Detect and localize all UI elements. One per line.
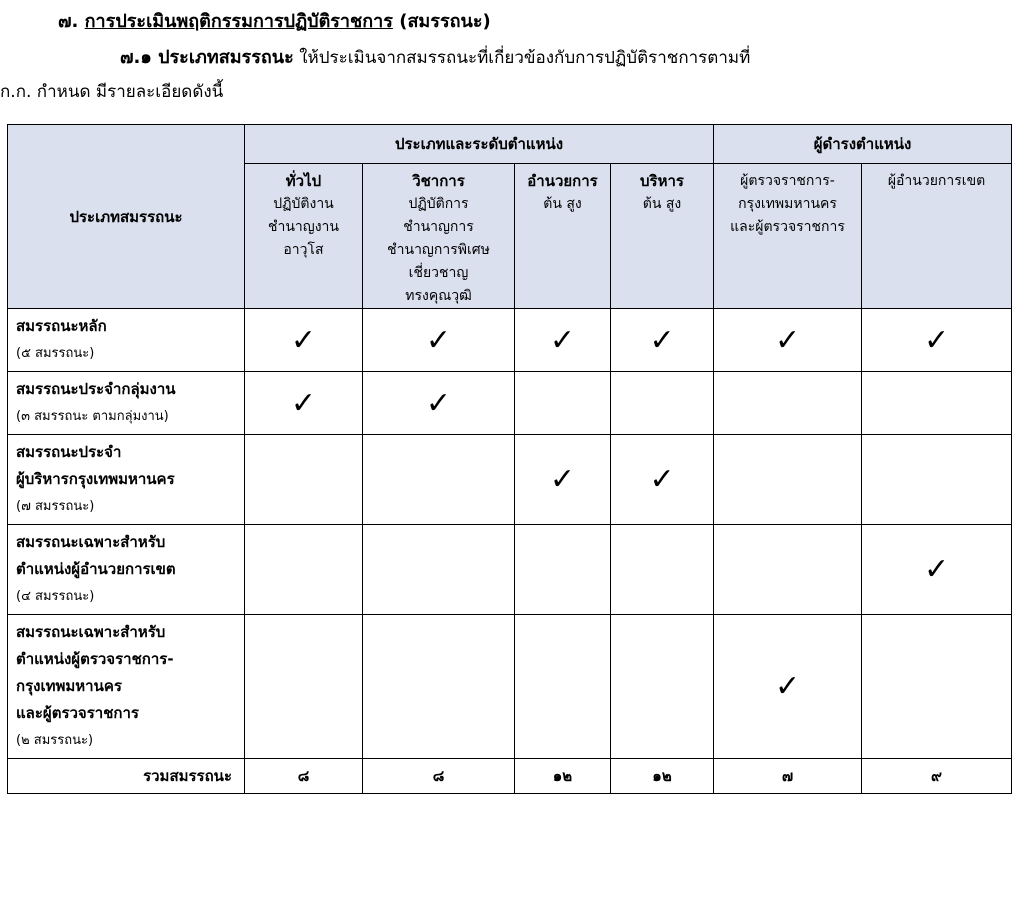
column-header-5 xyxy=(714,164,862,309)
cell-r4-c3 xyxy=(515,525,611,615)
check-icon: ✓ xyxy=(923,552,950,587)
column-header-6 xyxy=(862,164,1012,309)
row-count: (๒ สมรรถนะ) xyxy=(16,733,94,748)
column-title: บริหาร xyxy=(640,172,684,190)
cell-r2-c1 xyxy=(245,372,363,435)
row-count: (๗ สมรรถนะ) xyxy=(16,499,95,514)
row-label-3 xyxy=(8,435,245,525)
table-row xyxy=(8,525,1012,615)
cell-r5-c2 xyxy=(363,615,515,759)
row-title: และผู้ตรวจราชการ xyxy=(16,704,139,722)
row-title: สมรรถนะประจำ xyxy=(16,443,122,461)
cell-r1-c6 xyxy=(862,309,1012,372)
column-level: ปฏิบัติงาน xyxy=(273,196,334,212)
group-header-position-holders: ผู้ดำรงตำแหน่ง xyxy=(714,125,1012,164)
row-count: (๓ สมรรถนะ ตามกลุ่มงาน) xyxy=(16,409,169,424)
section-title: การประเมินพฤติกรรมการปฏิบัติราชการ xyxy=(84,11,393,32)
cell-r3-c1 xyxy=(245,435,363,525)
cell-r5-c3 xyxy=(515,615,611,759)
column-title: วิชาการ xyxy=(412,172,465,190)
cell-r1-c2 xyxy=(363,309,515,372)
row-title: สมรรถนะเฉพาะสำหรับ xyxy=(16,533,166,551)
table-body xyxy=(8,309,1012,794)
category-header: ประเภทสมรรถนะ xyxy=(8,125,245,309)
check-icon: ✓ xyxy=(425,322,452,358)
column-header-2 xyxy=(363,164,515,309)
total-label: รวมสมรรถนะ xyxy=(8,759,245,794)
row-label-4 xyxy=(8,525,245,615)
column-level: ต้น สูง xyxy=(543,196,582,212)
total-value-1: ๘ xyxy=(245,759,363,794)
check-icon: ✓ xyxy=(290,385,317,421)
column-level: และผู้ตรวจราชการ xyxy=(730,219,845,235)
column-title: ทั่วไป xyxy=(285,172,322,190)
row-label-1 xyxy=(8,309,245,372)
cell-r1-c3 xyxy=(515,309,611,372)
column-header-1 xyxy=(245,164,363,309)
row-title: ผู้บริหารกรุงเทพมหานคร xyxy=(16,470,175,488)
cell-r2-c2 xyxy=(363,372,515,435)
table-row xyxy=(8,615,1012,759)
cell-r4-c1 xyxy=(245,525,363,615)
check-icon: ✓ xyxy=(774,322,801,358)
row-count: (๕ สมรรถนะ) xyxy=(16,346,95,361)
column-level: ผู้อำนวยการเขต xyxy=(887,173,986,189)
paragraph-line-1 xyxy=(120,42,750,71)
column-level: ต้น สูง xyxy=(642,196,682,212)
check-icon: ✓ xyxy=(425,385,452,421)
total-value-5: ๗ xyxy=(714,759,862,794)
column-level: ชำนาญการพิเศษ xyxy=(387,242,490,258)
column-level: ชำนาญการ xyxy=(403,219,474,235)
check-icon: ✓ xyxy=(549,462,576,497)
subsection-number: ๗.๑ ประเภทสมรรถนะ xyxy=(120,47,294,68)
table-row xyxy=(8,372,1012,435)
column-level: ปฏิบัติการ xyxy=(408,196,469,212)
cell-r4-c2 xyxy=(363,525,515,615)
row-title: สมรรถนะประจำกลุ่มงาน xyxy=(16,380,176,398)
row-title: สมรรถนะหลัก xyxy=(16,317,107,335)
cell-r5-c6 xyxy=(862,615,1012,759)
cell-r1-c4 xyxy=(611,309,714,372)
cell-r2-c6 xyxy=(862,372,1012,435)
check-icon: ✓ xyxy=(649,322,675,358)
column-level: อาวุโส xyxy=(283,242,324,258)
competency-table xyxy=(7,124,1012,794)
check-icon: ✓ xyxy=(774,669,801,704)
check-icon: ✓ xyxy=(649,462,675,497)
cell-r3-c5 xyxy=(714,435,862,525)
cell-r2-c4 xyxy=(611,372,714,435)
row-label-2 xyxy=(8,372,245,435)
column-level: ชำนาญงาน xyxy=(268,219,339,235)
table-row xyxy=(8,309,1012,372)
cell-r5-c5 xyxy=(714,615,862,759)
total-value-2: ๘ xyxy=(363,759,515,794)
row-label-5 xyxy=(8,615,245,759)
total-value-6: ๙ xyxy=(862,759,1012,794)
cell-r5-c4 xyxy=(611,615,714,759)
total-value-3: ๑๒ xyxy=(515,759,611,794)
paragraph-text-1: ให้ประเมินจากสมรรถนะที่เกี่ยวข้องกับการปฏิบัติราชการตามที่ xyxy=(299,48,751,68)
cell-r4-c6 xyxy=(862,525,1012,615)
section-suffix: (สมรรถนะ) xyxy=(399,11,491,32)
column-header-4 xyxy=(611,164,714,309)
cell-r2-c5 xyxy=(714,372,862,435)
group-header-position-levels: ประเภทและระดับตำแหน่ง xyxy=(245,125,714,164)
paragraph-line-2: ก.ก. กำหนด มีรายละเอียดดังนี้ xyxy=(0,82,224,102)
cell-r3-c3 xyxy=(515,435,611,525)
total-value-4: ๑๒ xyxy=(611,759,714,794)
column-level: ทรงคุณวุฒิ xyxy=(405,288,472,304)
cell-r1-c1 xyxy=(245,309,363,372)
row-title: สมรรถนะเฉพาะสำหรับ xyxy=(16,623,166,641)
cell-r3-c2 xyxy=(363,435,515,525)
column-level: กรุงเทพมหานคร xyxy=(738,196,837,212)
check-icon: ✓ xyxy=(290,322,317,358)
cell-r1-c5 xyxy=(714,309,862,372)
check-icon: ✓ xyxy=(923,322,950,358)
cell-r3-c6 xyxy=(862,435,1012,525)
column-level: เชี่ยวชาญ xyxy=(408,265,469,281)
column-header-3 xyxy=(515,164,611,309)
row-title: กรุงเทพมหานคร xyxy=(16,677,122,695)
cell-r4-c4 xyxy=(611,525,714,615)
cell-r5-c1 xyxy=(245,615,363,759)
cell-r2-c3 xyxy=(515,372,611,435)
cell-r3-c4 xyxy=(611,435,714,525)
column-title: อำนวยการ xyxy=(527,172,598,190)
row-title: ตำแหน่งผู้อำนวยการเขต xyxy=(16,560,176,578)
table-row xyxy=(8,435,1012,525)
section-number: ๗. xyxy=(58,11,79,32)
total-row xyxy=(8,759,1012,794)
row-title: ตำแหน่งผู้ตรวจราชการ- xyxy=(16,650,174,668)
row-count: (๔ สมรรถนะ) xyxy=(16,589,95,604)
column-level: ผู้ตรวจราชการ- xyxy=(740,173,835,189)
section-heading xyxy=(58,6,491,35)
cell-r4-c5 xyxy=(714,525,862,615)
check-icon: ✓ xyxy=(549,322,576,358)
